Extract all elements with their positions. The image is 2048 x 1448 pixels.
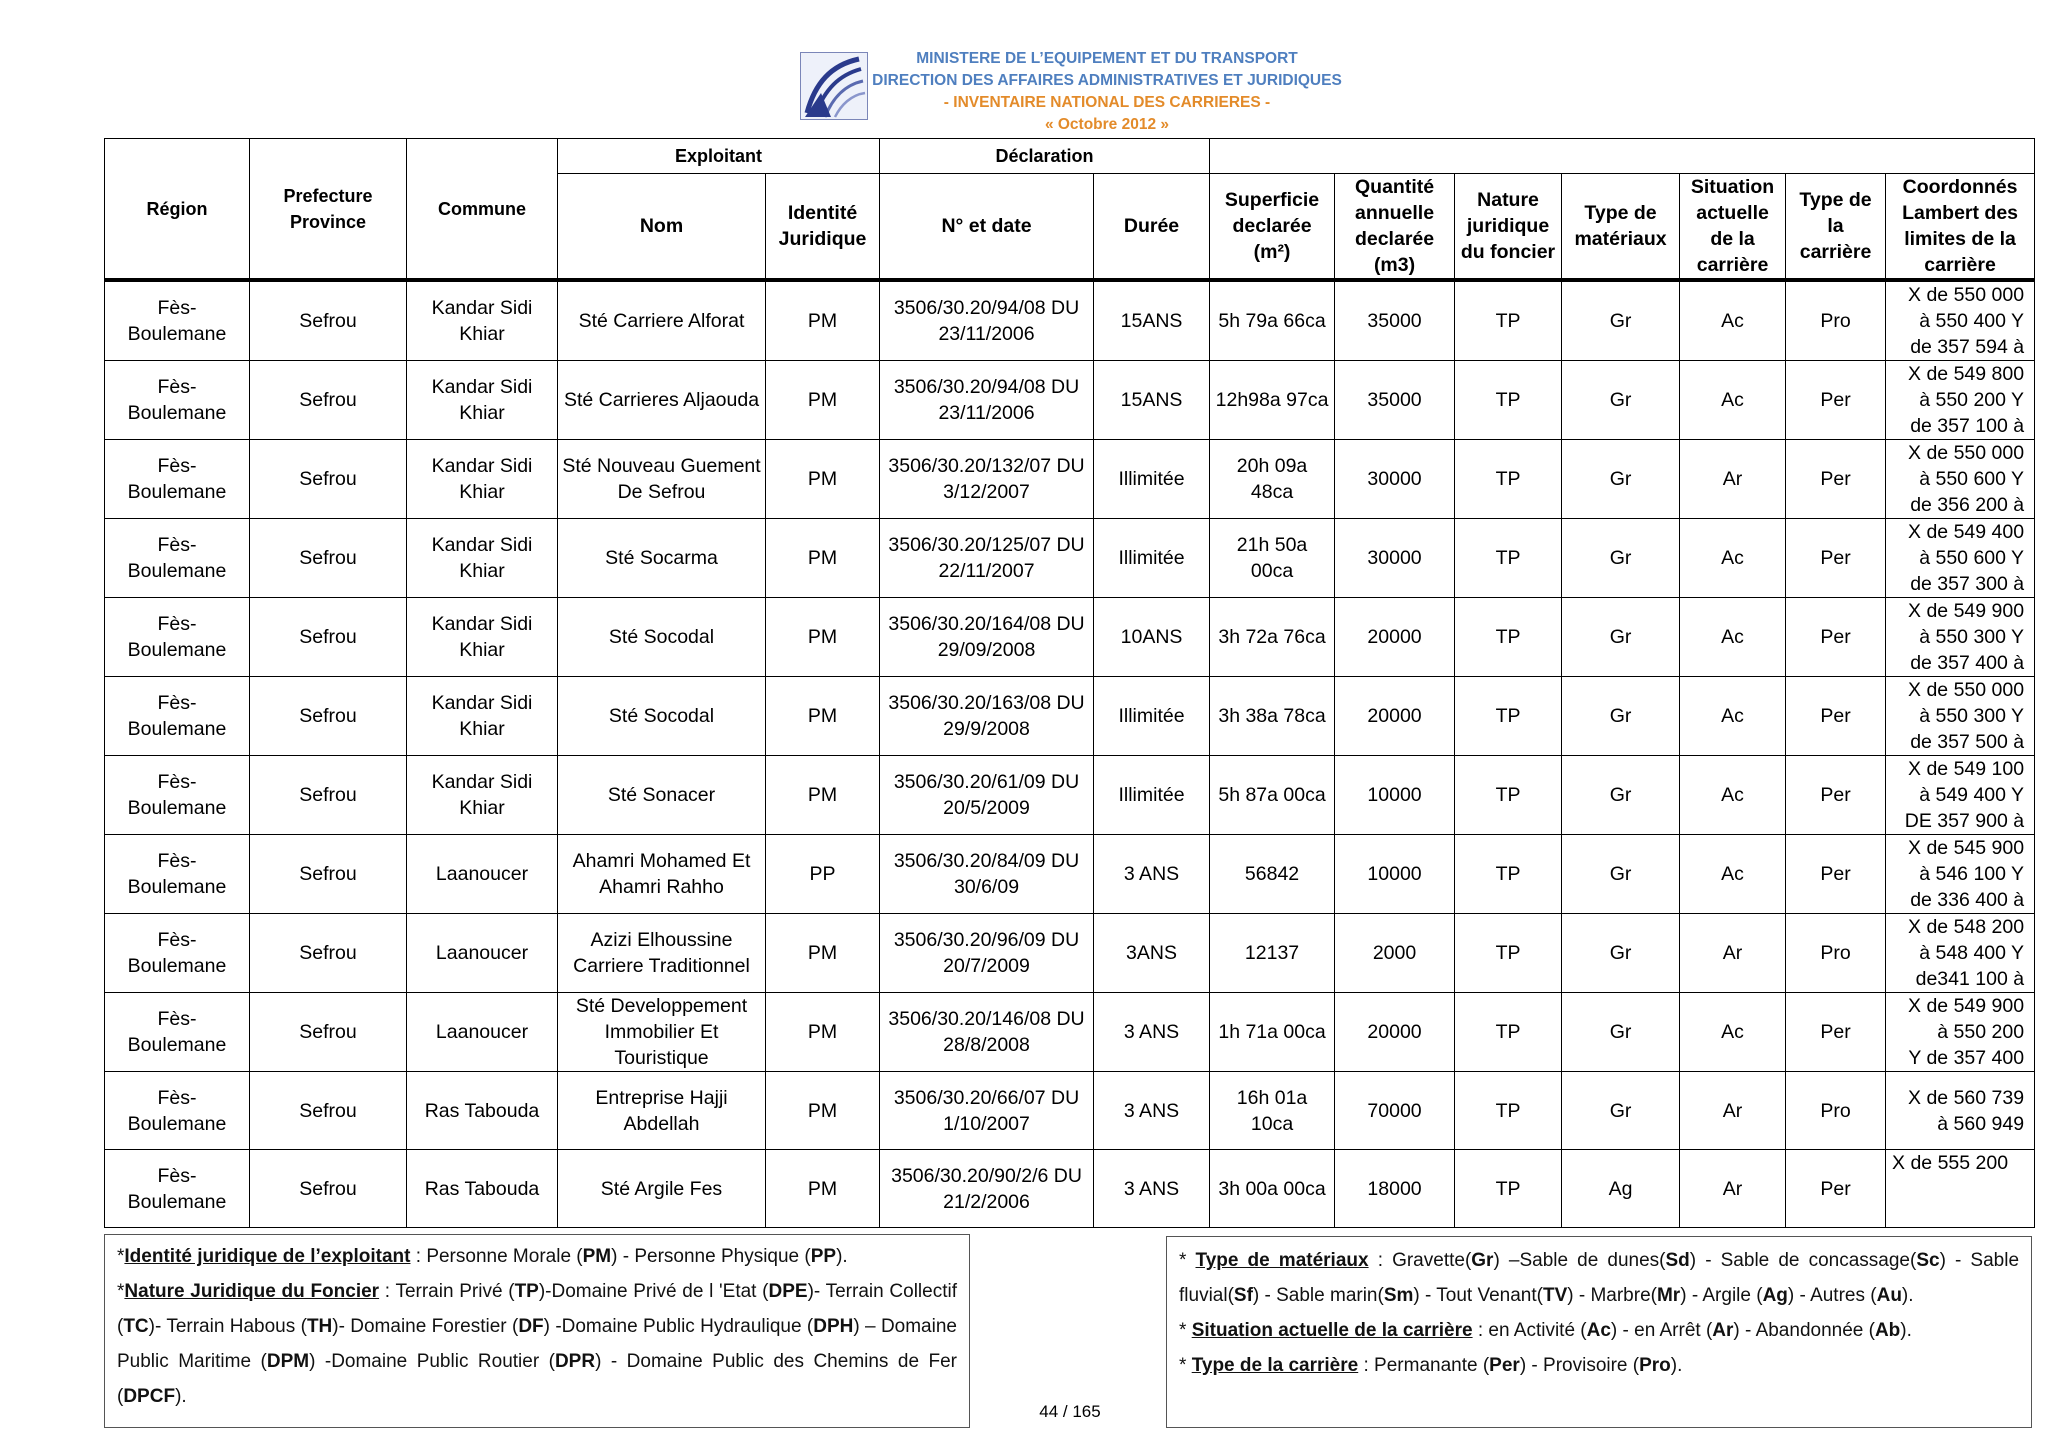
cell-coordonnees: X de 550 000 à 550 400 Y de 357 594 à [1886, 280, 2035, 361]
table-row [105, 280, 2035, 361]
table-row [105, 756, 2035, 835]
table-row [105, 993, 2035, 1072]
cell-superficie: 12137 [1210, 914, 1335, 993]
cell-coordonnees: X de 548 200 à 548 400 Y de341 100 à [1886, 914, 2035, 993]
cell-superficie: 12h98a 97ca [1210, 361, 1335, 440]
cell-duree: 3 ANS [1094, 1150, 1210, 1228]
legend-key-identite: Identité juridique de l’exploitant [124, 1246, 411, 1267]
col-numero-date: N° et date [880, 174, 1094, 281]
legend-text: ). [175, 1386, 187, 1407]
cell-identite: PM [766, 440, 880, 519]
legend-text: : Terrain Privé ( [379, 1281, 515, 1302]
cell-commune: Laanoucer [407, 993, 558, 1072]
inventory-title: - INVENTAIRE NATIONAL DES CARRIERES - [943, 94, 1271, 111]
legend-code: Sf [1233, 1285, 1253, 1306]
cell-situation: Ac [1680, 677, 1786, 756]
legend-text: ). [836, 1246, 848, 1267]
cell-region: Fès-Boulemane [105, 1072, 250, 1150]
cell-coordonnees: X de 555 200 [1886, 1150, 2035, 1228]
legend-code: Sc [1916, 1250, 1940, 1271]
col-type-materiaux: Type de matériaux [1562, 174, 1680, 281]
cell-superficie: 21h 50a 00ca [1210, 519, 1335, 598]
legend-code: DPR [554, 1351, 596, 1372]
legend-text: ) - Marbre( [1567, 1285, 1657, 1306]
legend-text: ) -Domaine Public Routier ( [309, 1351, 555, 1372]
cell-situation: Ac [1680, 756, 1786, 835]
cell-duree: Illimitée [1094, 519, 1210, 598]
table-row [105, 598, 2035, 677]
cell-commune: Kandar Sidi Khiar [407, 519, 558, 598]
cell-duree: 3ANS [1094, 914, 1210, 993]
cell-nom: Sté Socodal [558, 677, 766, 756]
legend-text: ). [1670, 1355, 1683, 1376]
legend-text: ) - Sable marin( [1252, 1285, 1384, 1306]
col-identite: Identité Juridique [766, 174, 880, 281]
legend-left [104, 1234, 970, 1428]
legend-code: TC [123, 1316, 149, 1337]
cell-duree: 15ANS [1094, 361, 1210, 440]
cell-prefecture: Sefrou [250, 677, 407, 756]
cell-coordonnees: X de 545 900 à 546 100 Y de 336 400 à [1886, 835, 2035, 914]
cell-identite: PM [766, 361, 880, 440]
cell-situation: Ar [1680, 440, 1786, 519]
cell-identite: PM [766, 519, 880, 598]
legend-text: ) – Domaine Public Maritime ( [117, 1316, 957, 1372]
cell-numero-date: 3506/30.20/94/08 DU 23/11/2006 [880, 280, 1094, 361]
legend-text: ) - en Arrêt ( [1610, 1320, 1713, 1341]
cell-region: Fès-Boulemane [105, 440, 250, 519]
col-commune: Commune [407, 139, 558, 281]
cell-superficie: 56842 [1210, 835, 1335, 914]
cell-coordonnees: X de 549 400 à 550 600 Y de 357 300 à [1886, 519, 2035, 598]
cell-numero-date: 3506/30.20/94/08 DU 23/11/2006 [880, 361, 1094, 440]
col-region: Région [105, 139, 250, 281]
cell-quantite: 18000 [1335, 1150, 1455, 1228]
cell-type-carriere: Pro [1786, 1072, 1886, 1150]
legend-text: ) -Domaine Public Hydraulique ( [543, 1316, 814, 1337]
cell-situation: Ac [1680, 519, 1786, 598]
legend-code: Per [1489, 1355, 1520, 1376]
cell-quantite: 70000 [1335, 1072, 1455, 1150]
cell-situation: Ac [1680, 361, 1786, 440]
cell-superficie: 1h 71a 00ca [1210, 993, 1335, 1072]
cell-commune: Kandar Sidi Khiar [407, 677, 558, 756]
cell-type-carriere: Pro [1786, 280, 1886, 361]
document-header [800, 48, 1360, 136]
cell-region: Fès-Boulemane [105, 993, 250, 1072]
cell-quantite: 35000 [1335, 280, 1455, 361]
cell-nature-foncier: TP [1455, 361, 1562, 440]
cell-region: Fès-Boulemane [105, 914, 250, 993]
table-row [105, 914, 2035, 993]
cell-type-materiaux: Gr [1562, 835, 1680, 914]
col-nom: Nom [558, 174, 766, 281]
legend-code: DF [518, 1316, 544, 1337]
cell-type-carriere: Per [1786, 1150, 1886, 1228]
cell-superficie: 20h 09a 48ca [1210, 440, 1335, 519]
cell-commune: Laanoucer [407, 914, 558, 993]
legend-code: Pro [1639, 1355, 1671, 1376]
legend-text: ) - Sable fluvial( [1179, 1250, 2020, 1306]
cell-nature-foncier: TP [1455, 280, 1562, 361]
cell-prefecture: Sefrou [250, 519, 407, 598]
col-nature-foncier: Nature juridique du foncier [1455, 174, 1562, 281]
cell-identite: PM [766, 1072, 880, 1150]
legend-text: : en Activité ( [1472, 1320, 1587, 1341]
legend-text: ) - Argile ( [1680, 1285, 1763, 1306]
group-declaration: Déclaration [880, 139, 1210, 174]
cell-commune: Kandar Sidi Khiar [407, 440, 558, 519]
cell-situation: Ac [1680, 598, 1786, 677]
col-coordonnees: Coordonnés Lambert des limites de la carrière [1886, 174, 2035, 281]
cell-region: Fès-Boulemane [105, 280, 250, 361]
cell-numero-date: 3506/30.20/164/08 DU 29/09/2008 [880, 598, 1094, 677]
table-row [105, 519, 2035, 598]
legend-identite: *Identité juridique de l’exploitant : Personne Morale (PM) - Personne Physique (PP). [117, 1246, 848, 1267]
cell-commune: Kandar Sidi Khiar [407, 756, 558, 835]
cell-numero-date: 3506/30.20/96/09 DU 20/7/2009 [880, 914, 1094, 993]
header-group-row [105, 139, 2035, 174]
cell-region: Fès-Boulemane [105, 677, 250, 756]
table-row [105, 677, 2035, 756]
legend-code: TH [306, 1316, 333, 1337]
legend-nature-foncier: *Nature Juridique du Foncier : Terrain Privé (TP)-Domaine Privé de l 'Etat (DPE)- Terrain Collectif (TC)- Terrain Habous (TH)- Domaine Forestier (DF) -Domaine Public Hydraulique (DPH) – Domaine Public Maritime (DPM) -Domaine Public Routier (DPR) - Domaine Public des Chemins de Fer (DPCF). [117, 1281, 957, 1407]
cell-quantite: 20000 [1335, 677, 1455, 756]
cell-duree: Illimitée [1094, 440, 1210, 519]
cell-numero-date: 3506/30.20/61/09 DU 20/5/2009 [880, 756, 1094, 835]
cell-prefecture: Sefrou [250, 914, 407, 993]
direction-name: DIRECTION DES AFFAIRES ADMINISTRATIVES ET JURIDIQUES [872, 72, 1342, 89]
cell-quantite: 2000 [1335, 914, 1455, 993]
legend-text: ) - Abandonnée ( [1733, 1320, 1875, 1341]
cell-type-carriere: Per [1786, 835, 1886, 914]
legend-code: Sm [1383, 1285, 1414, 1306]
col-quantite: Quantité annuelle declarée (m3) [1335, 174, 1455, 281]
cell-coordonnees: X de 550 000 à 550 600 Y de 356 200 à [1886, 440, 2035, 519]
cell-duree: 3 ANS [1094, 835, 1210, 914]
cell-commune: Kandar Sidi Khiar [407, 280, 558, 361]
legend-key-nature: Nature Juridique du Foncier [124, 1281, 380, 1302]
legend-text: ) –Sable de dunes( [1493, 1250, 1666, 1271]
legend-code: Mr [1656, 1285, 1681, 1306]
cell-prefecture: Sefrou [250, 756, 407, 835]
cell-numero-date: 3506/30.20/163/08 DU 29/9/2008 [880, 677, 1094, 756]
legend-code: DPM [266, 1351, 310, 1372]
cell-identite: PM [766, 914, 880, 993]
legend-code: DPH [813, 1316, 854, 1337]
cell-duree: 15ANS [1094, 280, 1210, 361]
cell-region: Fès-Boulemane [105, 756, 250, 835]
cell-prefecture: Sefrou [250, 361, 407, 440]
cell-numero-date: 3506/30.20/66/07 DU 1/10/2007 [880, 1072, 1094, 1150]
cell-quantite: 35000 [1335, 361, 1455, 440]
cell-situation: Ac [1680, 280, 1786, 361]
cell-numero-date: 3506/30.20/84/09 DU 30/6/09 [880, 835, 1094, 914]
cell-nom: Sté Argile Fes [558, 1150, 766, 1228]
legend-text: )- Terrain Habous ( [148, 1316, 307, 1337]
legend-type-carriere: * Type de la carrière : Permanante (Per) - Provisoire (Pro). [1179, 1355, 1683, 1376]
cell-nature-foncier: TP [1455, 598, 1562, 677]
legend-text: : Permanante ( [1358, 1355, 1490, 1376]
cell-type-materiaux: Gr [1562, 519, 1680, 598]
cell-quantite: 20000 [1335, 993, 1455, 1072]
cell-duree: 3 ANS [1094, 993, 1210, 1072]
cell-type-materiaux: Gr [1562, 598, 1680, 677]
table-row [105, 1072, 2035, 1150]
cell-prefecture: Sefrou [250, 1150, 407, 1228]
col-duree: Durée [1094, 174, 1210, 281]
cell-superficie: 5h 79a 66ca [1210, 280, 1335, 361]
legend-text: ) - Provisoire ( [1519, 1355, 1640, 1376]
ministry-name: MINISTERE DE L’EQUIPEMENT ET DU TRANSPORT [916, 50, 1298, 67]
cell-nature-foncier: TP [1455, 519, 1562, 598]
cell-identite: PM [766, 1150, 880, 1228]
cell-identite: PM [766, 756, 880, 835]
cell-type-carriere: Per [1786, 440, 1886, 519]
cell-coordonnees: X de 549 800 à 550 200 Y de 357 100 à [1886, 361, 2035, 440]
cell-identite: PM [766, 280, 880, 361]
cell-type-materiaux: Gr [1562, 993, 1680, 1072]
legend-key-situation: Situation actuelle de la carrière [1191, 1320, 1473, 1341]
legend-text: ). [1901, 1285, 1914, 1306]
cell-prefecture: Sefrou [250, 440, 407, 519]
cell-numero-date: 3506/30.20/125/07 DU 22/11/2007 [880, 519, 1094, 598]
cell-situation: Ac [1680, 835, 1786, 914]
cell-nom: Sté Developpement Immobilier Et Touristique [558, 993, 766, 1072]
cell-duree: Illimitée [1094, 756, 1210, 835]
cell-numero-date: 3506/30.20/132/07 DU 3/12/2007 [880, 440, 1094, 519]
cell-coordonnees: X de 560 739 à 560 949 [1886, 1072, 2035, 1150]
cell-nature-foncier: TP [1455, 1150, 1562, 1228]
cell-nom: Entreprise Hajji Abdellah [558, 1072, 766, 1150]
cell-superficie: 3h 72a 76ca [1210, 598, 1335, 677]
legend-code: Ab [1874, 1320, 1901, 1341]
cell-nom: Sté Carriere Alforat [558, 280, 766, 361]
cell-nom: Sté Nouveau Guement De Sefrou [558, 440, 766, 519]
cell-prefecture: Sefrou [250, 835, 407, 914]
cell-prefecture: Sefrou [250, 993, 407, 1072]
cell-type-carriere: Per [1786, 993, 1886, 1072]
legend-right [1166, 1236, 2032, 1428]
cell-nature-foncier: TP [1455, 914, 1562, 993]
page-number: 44 / 165 [1039, 1402, 1101, 1421]
cell-numero-date: 3506/30.20/146/08 DU 28/8/2008 [880, 993, 1094, 1072]
cell-type-materiaux: Gr [1562, 914, 1680, 993]
col-superficie: Superficie declarée (m²) [1210, 174, 1335, 281]
legend-code: Sd [1665, 1250, 1690, 1271]
legend-code: TV [1542, 1285, 1568, 1306]
cell-duree: 10ANS [1094, 598, 1210, 677]
legend-text: )- Terrain Collectif ( [117, 1281, 957, 1337]
ministry-logo-icon [800, 52, 868, 120]
table-header [105, 139, 2035, 281]
header-text [872, 48, 1342, 136]
cell-commune: Kandar Sidi Khiar [407, 361, 558, 440]
cell-type-materiaux: Gr [1562, 677, 1680, 756]
cell-nom: Sté Socarma [558, 519, 766, 598]
cell-region: Fès-Boulemane [105, 598, 250, 677]
cell-type-carriere: Per [1786, 519, 1886, 598]
cell-type-carriere: Per [1786, 361, 1886, 440]
cell-nature-foncier: TP [1455, 677, 1562, 756]
cell-commune: Ras Tabouda [407, 1072, 558, 1150]
legend-text: ) - Autres ( [1787, 1285, 1877, 1306]
legend-code: Ac [1586, 1320, 1611, 1341]
cell-coordonnees: X de 549 900 à 550 200 Y de 357 400 [1886, 993, 2035, 1072]
legend-text: : Personne Morale ( [410, 1246, 583, 1267]
col-situation: Situation actuelle de la carrière [1680, 174, 1786, 281]
header-spacer [1210, 139, 2035, 174]
cell-nature-foncier: TP [1455, 993, 1562, 1072]
cell-region: Fès-Boulemane [105, 519, 250, 598]
legend-type-materiaux: * Type de matériaux : Gravette(Gr) –Sable de dunes(Sd) - Sable de concassage(Sc) - Sable fluvial(Sf) - Sable marin(Sm) - Tout Venant(TV) - Marbre(Mr) - Argile (Ag) - Autres (Au). [1179, 1250, 2020, 1306]
cell-type-carriere: Per [1786, 756, 1886, 835]
cell-situation: Ar [1680, 1072, 1786, 1150]
group-exploitant: Exploitant [558, 139, 880, 174]
legend-code: Ar [1712, 1320, 1734, 1341]
cell-type-carriere: Per [1786, 598, 1886, 677]
cell-identite: PM [766, 677, 880, 756]
cell-nature-foncier: TP [1455, 1072, 1562, 1150]
legend-text: ) - Personne Physique ( [611, 1246, 811, 1267]
cell-quantite: 30000 [1335, 519, 1455, 598]
cell-situation: Ar [1680, 914, 1786, 993]
cell-type-materiaux: Ag [1562, 1150, 1680, 1228]
table-row [105, 440, 2035, 519]
legend-situation: * Situation actuelle de la carrière : en Activité (Ac) - en Arrêt (Ar) - Abandonnée (Ab). [1179, 1320, 1912, 1341]
legend-text: )- Domaine Forestier ( [332, 1316, 519, 1337]
cell-nom: Sté Carrieres Aljaouda [558, 361, 766, 440]
cell-type-materiaux: Gr [1562, 280, 1680, 361]
cell-superficie: 16h 01a 10ca [1210, 1072, 1335, 1150]
cell-prefecture: Sefrou [250, 1072, 407, 1150]
cell-situation: Ar [1680, 1150, 1786, 1228]
cell-region: Fès-Boulemane [105, 361, 250, 440]
cell-identite: PP [766, 835, 880, 914]
quarry-inventory-table [104, 138, 2035, 1228]
legend-key-materiaux: Type de matériaux [1195, 1250, 1369, 1271]
cell-duree: Illimitée [1094, 677, 1210, 756]
cell-prefecture: Sefrou [250, 598, 407, 677]
cell-superficie: 3h 38a 78ca [1210, 677, 1335, 756]
cell-nom: Sté Socodal [558, 598, 766, 677]
cell-commune: Ras Tabouda [407, 1150, 558, 1228]
legend-key-type-carriere: Type de la carrière [1191, 1355, 1359, 1376]
cell-region: Fès-Boulemane [105, 835, 250, 914]
cell-nature-foncier: TP [1455, 440, 1562, 519]
legend-code: Ag [1762, 1285, 1788, 1306]
cell-commune: Kandar Sidi Khiar [407, 598, 558, 677]
cell-type-carriere: Per [1786, 677, 1886, 756]
legend-code: PP [810, 1246, 837, 1267]
cell-type-materiaux: Gr [1562, 361, 1680, 440]
legend-code: DPE [768, 1281, 808, 1302]
inventory-date: « Octobre 2012 » [1044, 116, 1170, 133]
legend-code: TP [514, 1281, 539, 1302]
cell-coordonnees: X de 549 100 à 549 400 Y DE 357 900 à [1886, 756, 2035, 835]
cell-nature-foncier: TP [1455, 835, 1562, 914]
table-body [105, 280, 2035, 1228]
legend-text: ) - Domaine Public des Chemins de Fer ( [117, 1351, 957, 1407]
legend-text: ) - Sable de concassage( [1689, 1250, 1917, 1271]
cell-coordonnees: X de 550 000 à 550 300 Y de 357 500 à [1886, 677, 2035, 756]
cell-duree: 3 ANS [1094, 1072, 1210, 1150]
cell-nom: Azizi Elhoussine Carriere Traditionnel [558, 914, 766, 993]
cell-nom: Ahamri Mohamed Et Ahamri Rahho [558, 835, 766, 914]
cell-prefecture: Sefrou [250, 280, 407, 361]
col-type-carriere: Type de la carrière [1786, 174, 1886, 281]
col-prefecture: Prefecture Province [250, 139, 407, 281]
legend-code: Au [1876, 1285, 1902, 1306]
cell-region: Fès-Boulemane [105, 1150, 250, 1228]
table-row [105, 835, 2035, 914]
cell-nature-foncier: TP [1455, 756, 1562, 835]
cell-commune: Laanoucer [407, 835, 558, 914]
legend-code: PM [582, 1246, 612, 1267]
cell-identite: PM [766, 598, 880, 677]
table-row [105, 1150, 2035, 1228]
legend-code: DPCF [123, 1386, 176, 1407]
cell-identite: PM [766, 993, 880, 1072]
cell-type-materiaux: Gr [1562, 1072, 1680, 1150]
cell-coordonnees: X de 549 900 à 550 300 Y de 357 400 à [1886, 598, 2035, 677]
legend-text: ) - Tout Venant( [1413, 1285, 1543, 1306]
cell-type-materiaux: Gr [1562, 440, 1680, 519]
cell-quantite: 30000 [1335, 440, 1455, 519]
cell-type-carriere: Pro [1786, 914, 1886, 993]
cell-situation: Ac [1680, 993, 1786, 1072]
cell-superficie: 5h 87a 00ca [1210, 756, 1335, 835]
cell-numero-date: 3506/30.20/90/2/6 DU 21/2/2006 [880, 1150, 1094, 1228]
cell-quantite: 10000 [1335, 835, 1455, 914]
cell-type-materiaux: Gr [1562, 756, 1680, 835]
legend-text: )-Domaine Privé de l 'Etat ( [538, 1281, 769, 1302]
legend-text: ). [1900, 1320, 1912, 1341]
legend-code: Gr [1471, 1250, 1494, 1271]
cell-nom: Sté Sonacer [558, 756, 766, 835]
cell-quantite: 20000 [1335, 598, 1455, 677]
table-row [105, 361, 2035, 440]
legend-text: : Gravette( [1368, 1250, 1472, 1271]
cell-quantite: 10000 [1335, 756, 1455, 835]
cell-superficie: 3h 00a 00ca [1210, 1150, 1335, 1228]
